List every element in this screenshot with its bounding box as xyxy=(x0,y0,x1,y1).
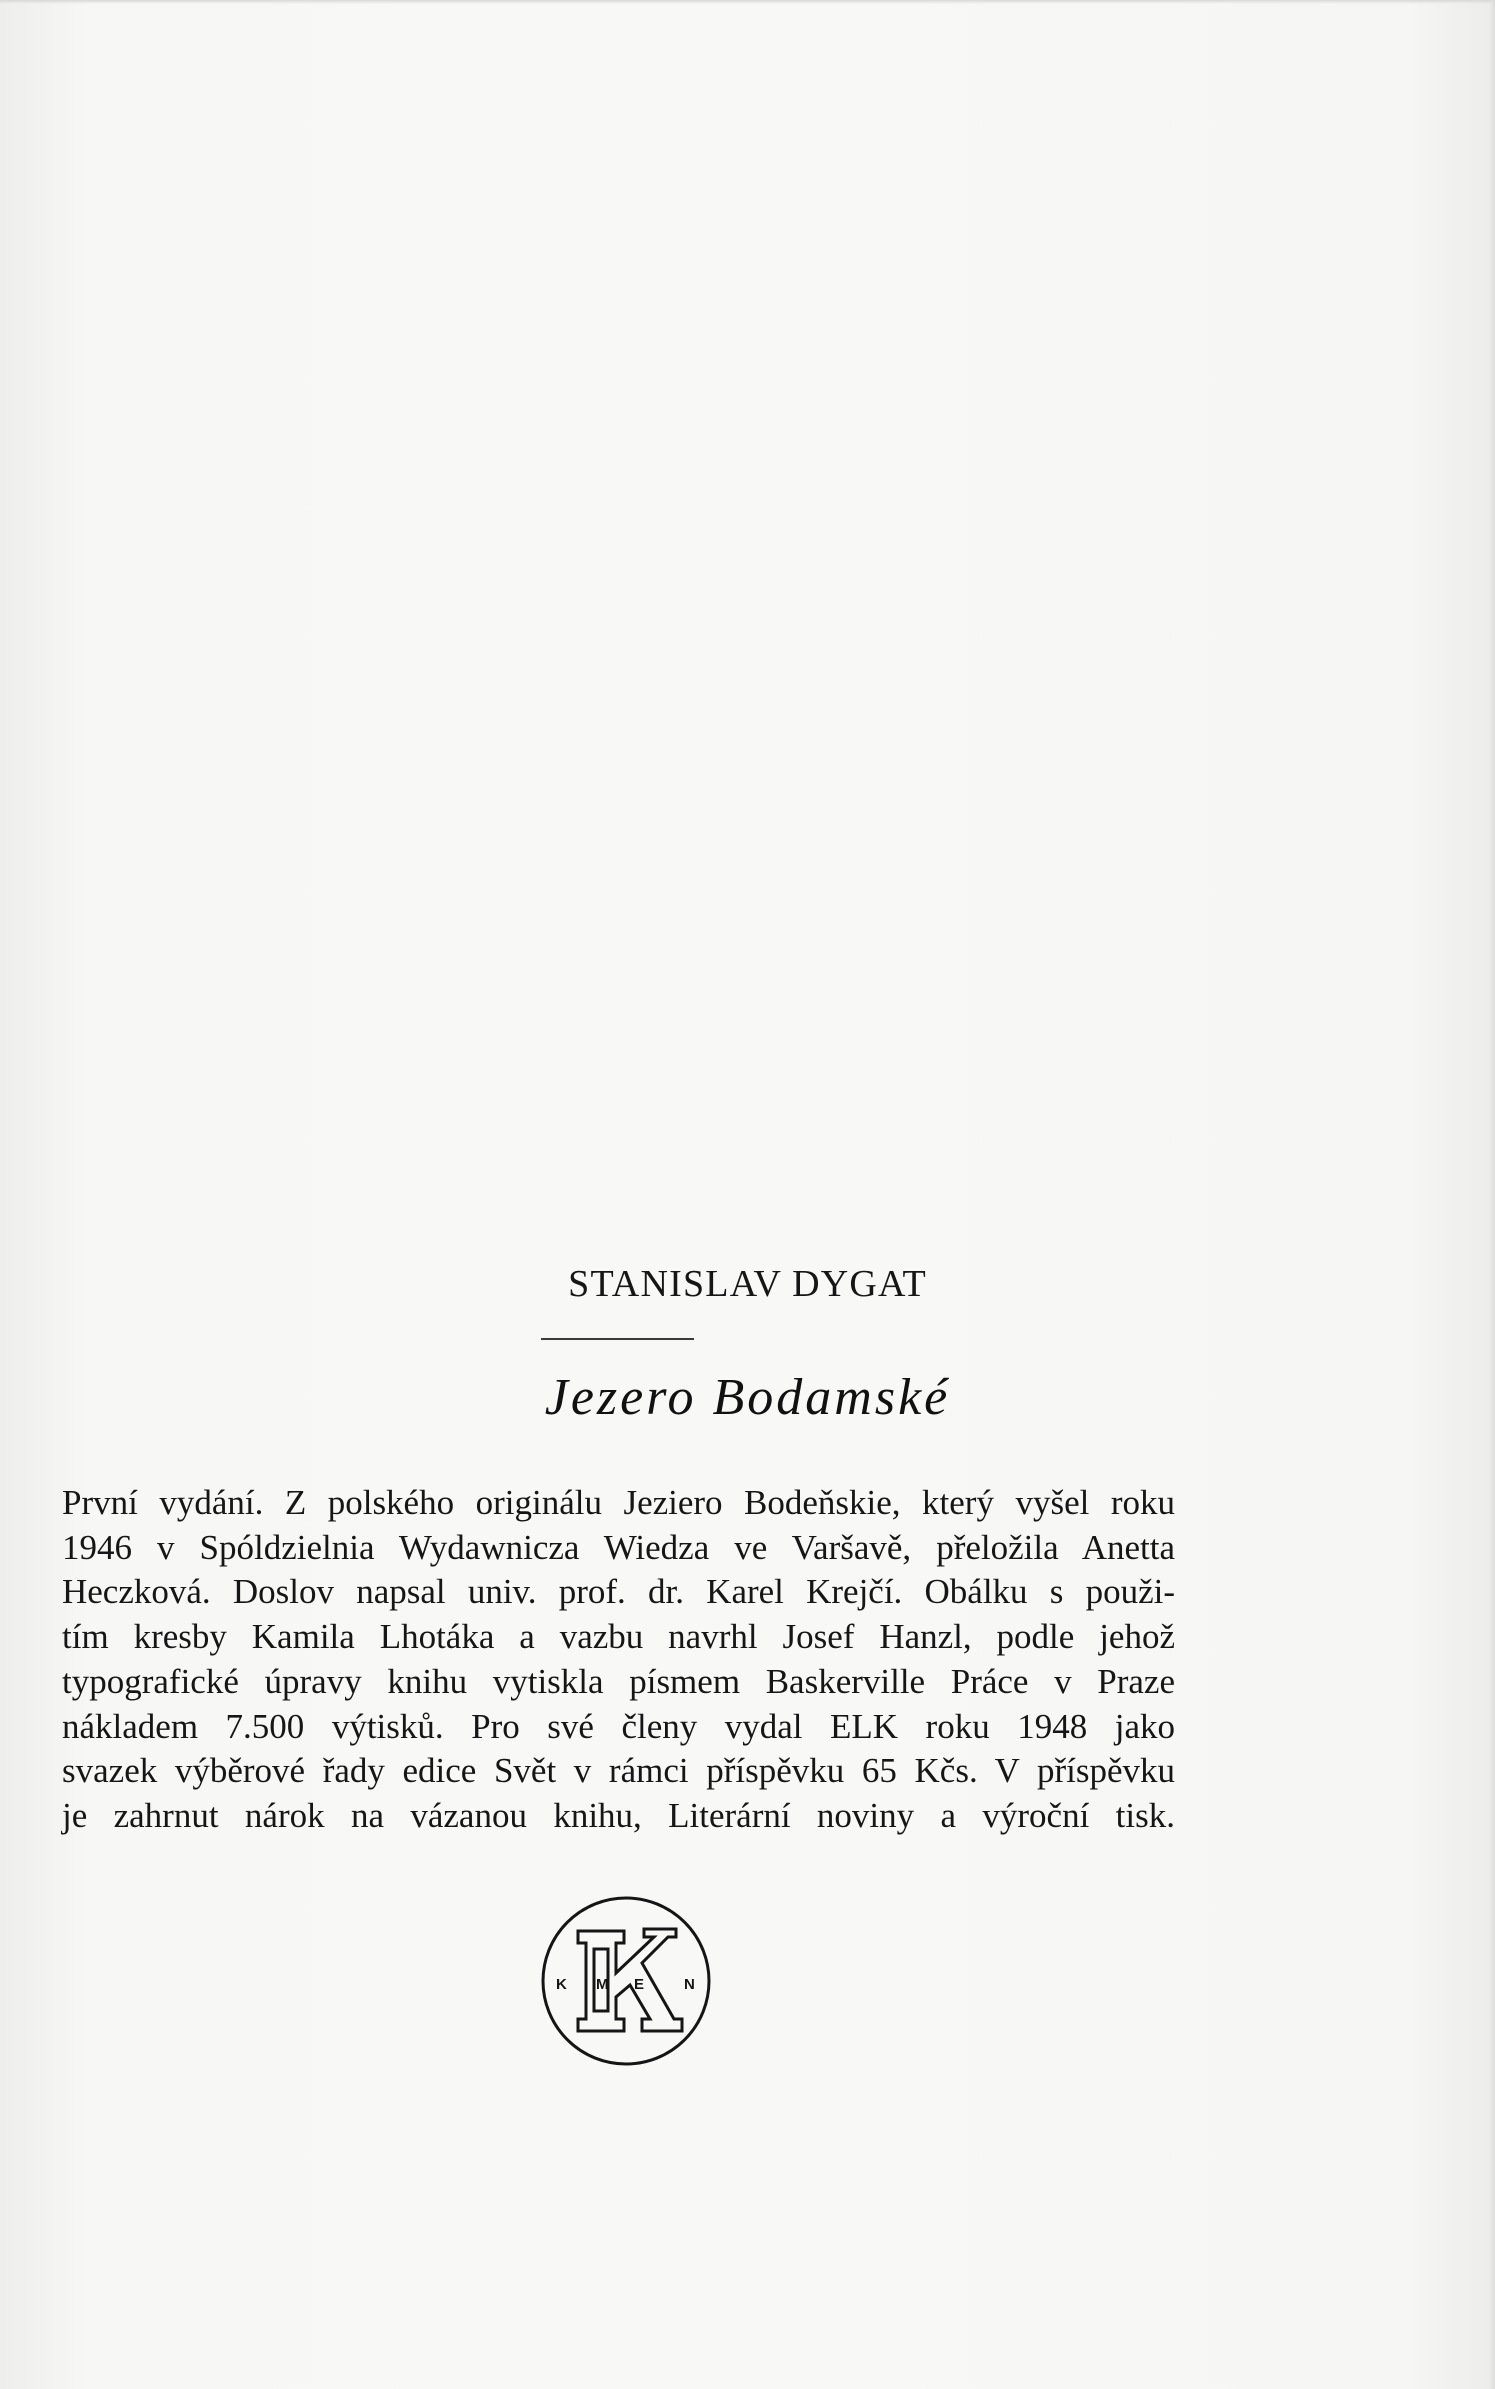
logo-outline-k xyxy=(578,1929,682,2031)
kmen-logo-graphic xyxy=(538,1893,714,2069)
logo-letter-n: N xyxy=(684,1976,695,1993)
book-title: Jezero Bodamské xyxy=(544,1369,951,1426)
imprint-line: nákladem 7.500 výtisků. Pro své členy vydal ELK roku 1948 jako xyxy=(62,1706,1175,1746)
imprint-line: První vydání. Z polského originálu Jeziero Bodeňskie, který vyšel roku xyxy=(62,1483,1175,1522)
imprint-line: je zahrnut nárok na vázanou knihu, Literární noviny a výroční tisk. xyxy=(62,1795,1175,1835)
imprint-line: Heczková. Doslov napsal univ. prof. dr. Karel Krejčí. Obálku s použi- xyxy=(62,1572,1175,1612)
logo-letter-e: E xyxy=(634,1976,645,1993)
page-top-edge xyxy=(0,0,1495,4)
kmen-publisher-mark-icon xyxy=(538,1893,714,2069)
imprint-line: typografické úpravy knihu vytiskla písmem Baskerville Práce v Praze xyxy=(62,1661,1175,1701)
author-name: STANISLAV DYGAT xyxy=(568,1263,927,1305)
imprint-line: svazek výběrové řady edice Svět v rámci příspěvku 65 Kčs. V příspěvku xyxy=(62,1751,1175,1791)
imprint-line: tím kresby Kamila Lhotáka a vazbu navrhl Josef Hanzl, podle jehož xyxy=(62,1617,1175,1657)
title-divider xyxy=(541,1338,694,1340)
logo-letter-k: K xyxy=(556,1976,567,1993)
imprint-paragraph xyxy=(62,1481,1175,1839)
logo-letter-m: M xyxy=(596,1976,609,1993)
imprint-line: 1946 v Spóldzielnia Wydawnicza Wiedza ve Varšavě, přeložila Anetta xyxy=(62,1527,1175,1567)
page-right-edge xyxy=(1489,0,1495,2389)
